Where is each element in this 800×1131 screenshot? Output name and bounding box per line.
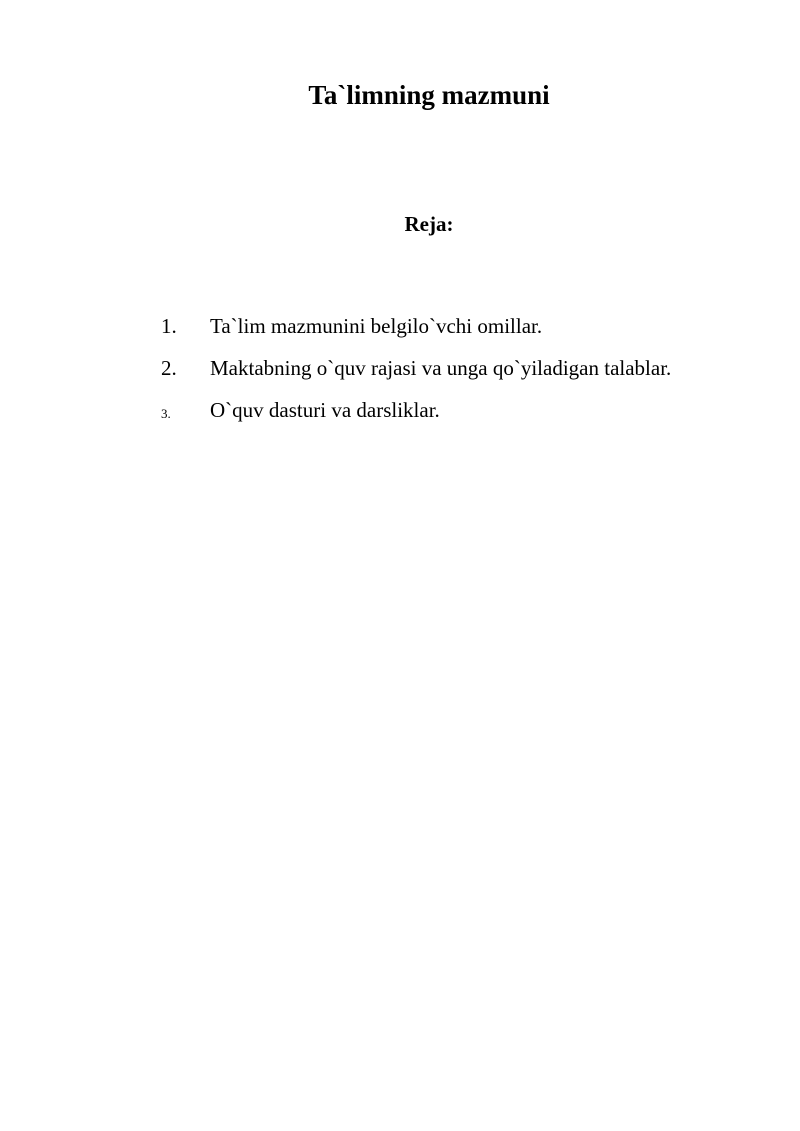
page-title: Ta`limning mazmuni xyxy=(308,80,550,110)
plan-item-text: O`quv dasturi va darsliklar. xyxy=(210,398,440,422)
plan-item-number: 1. xyxy=(161,314,177,338)
plan-item-number: 3. xyxy=(161,406,171,421)
plan-item-number: 2. xyxy=(161,356,177,380)
plan-item-text: Ta`lim mazmunini belgilo`vchi omillar. xyxy=(210,314,543,338)
plan-item-text: Maktabning o`quv rajasi va unga qo`yiladigan talablar. xyxy=(210,356,672,380)
plan-heading: Reja: xyxy=(404,212,454,236)
